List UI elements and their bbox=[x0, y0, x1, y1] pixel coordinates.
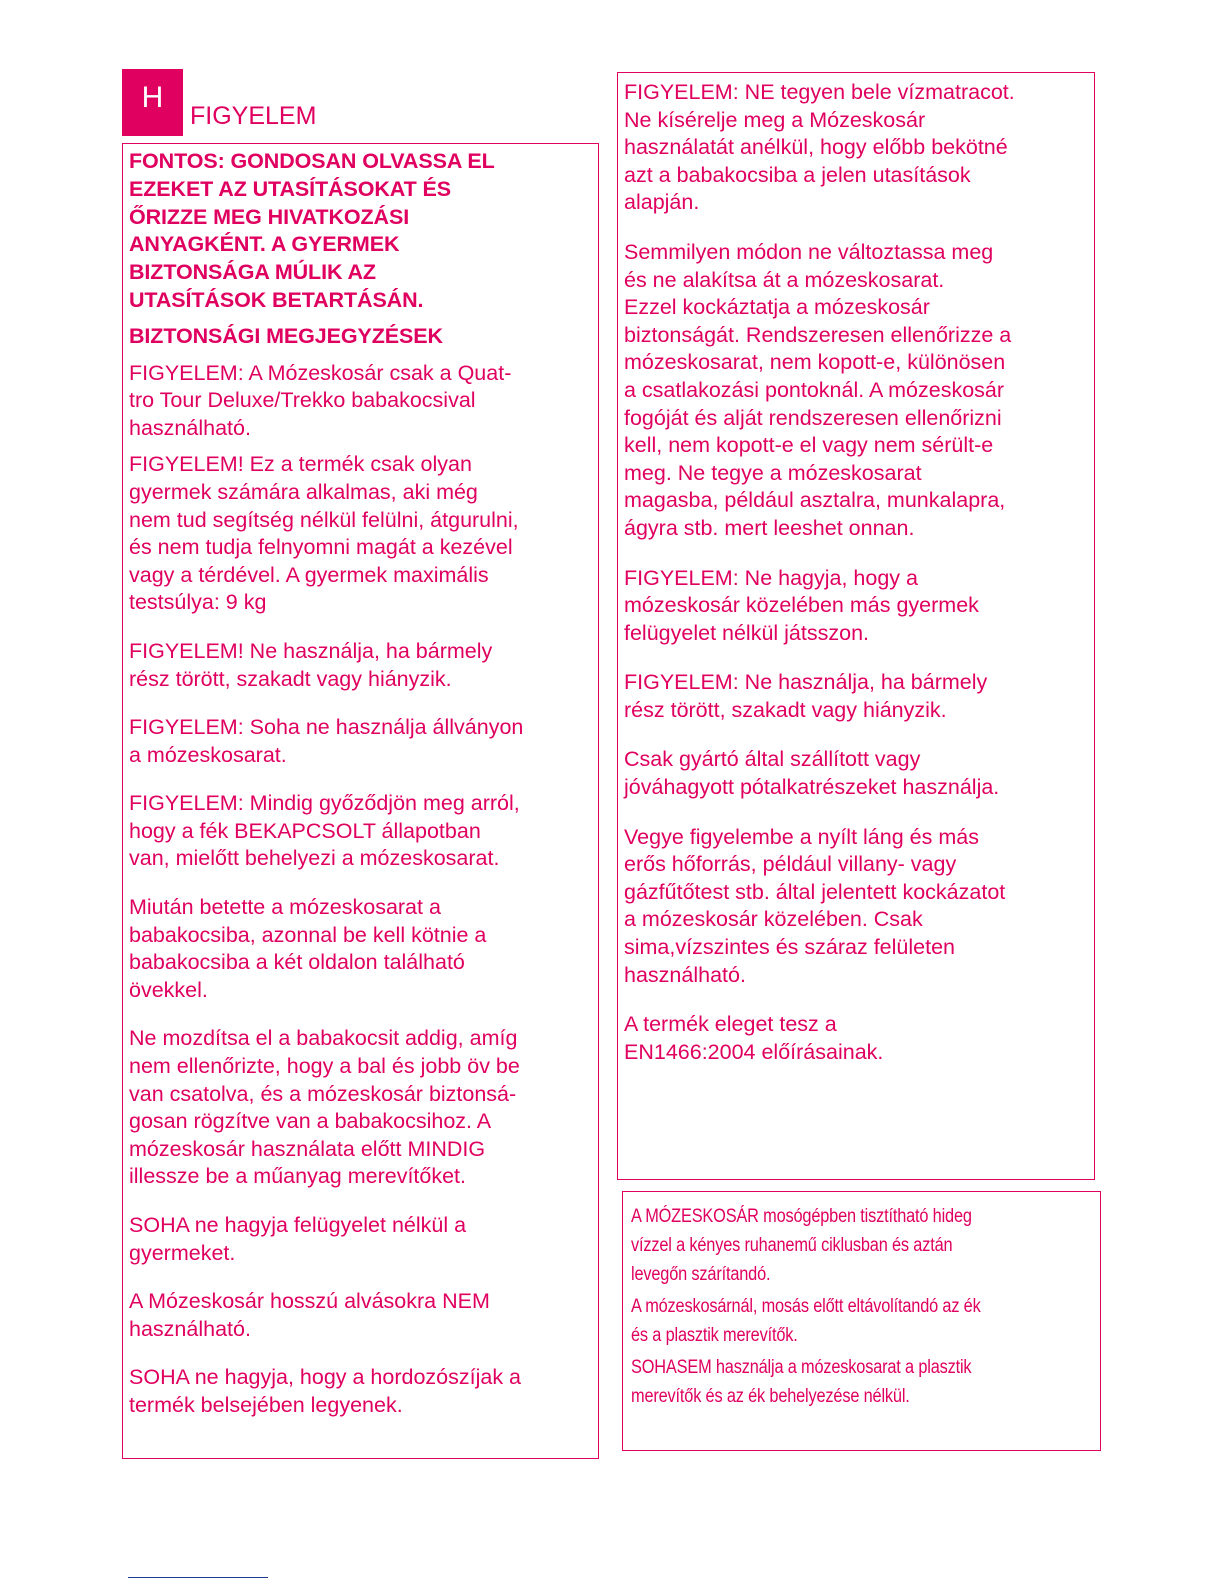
text-line: FIGYELEM: Mindig győződjön meg arról, bbox=[129, 791, 520, 816]
text-line: A MÓZESKOSÁR mosógépben tisztítható hideg bbox=[631, 1206, 972, 1227]
warning-paragraph bbox=[624, 669, 1088, 724]
important-line: UTASÍTÁSOK BETARTÁSÁN. bbox=[129, 287, 424, 312]
text-line: a mózeskosár közelében. Csak bbox=[624, 907, 923, 932]
text-line: és nem tudja felnyomni magát a kezével bbox=[129, 535, 513, 560]
text-line: rész törött, szakadt vagy hiányzik. bbox=[129, 666, 452, 691]
text-line: gyermek számára alkalmas, aki még bbox=[129, 479, 478, 504]
text-line: FIGYELEM: Soha ne használja állványon bbox=[129, 715, 524, 740]
text-line: nem ellenőrizte, hogy a bal és jobb öv be bbox=[129, 1054, 520, 1079]
warning-paragraph bbox=[129, 714, 592, 769]
warning-paragraph bbox=[129, 638, 592, 693]
text-line: mózeskosár közelében más gyermek bbox=[624, 593, 979, 618]
warning-paragraph bbox=[129, 451, 592, 617]
care-paragraph bbox=[631, 1353, 1095, 1411]
page-title: FIGYELEM bbox=[190, 102, 317, 130]
text-line: vízzel a kényes ruhanemű ciklusban és aztán bbox=[631, 1235, 953, 1256]
text-line: magasba, például asztalra, munkalapra, bbox=[624, 488, 1006, 513]
text-line: testsúlya: 9 kg bbox=[129, 590, 267, 615]
text-line: Ne mozdítsa el a babakocsit addig, amíg bbox=[129, 1026, 518, 1051]
important-line: ŐRIZZE MEG HIVATKOZÁSI bbox=[129, 204, 410, 229]
text-line: használható. bbox=[129, 415, 251, 440]
text-line: Vegye figyelembe a nyílt láng és más bbox=[624, 824, 979, 849]
text-line: Ne kísérelje meg a Mózeskosár bbox=[624, 107, 926, 132]
safety-heading: BIZTONSÁGI MEGJEGYZÉSEK bbox=[129, 323, 443, 348]
text-line: sima,vízszintes és száraz felületen bbox=[624, 935, 955, 960]
text-line: illessze be a műanyag merevítőket. bbox=[129, 1164, 466, 1189]
care-paragraph bbox=[631, 1292, 1095, 1350]
warning-paragraph bbox=[624, 746, 1088, 801]
text-line: mózeskosarat, nem kopott-e, különösen bbox=[624, 350, 1006, 375]
text-line: gosan rögzítve van a babakocsihoz. A bbox=[129, 1109, 492, 1134]
text-line: FIGYELEM: NE tegyen bele vízmatracot. bbox=[624, 80, 1015, 104]
text-line: erős hőforrás, például villany- vagy bbox=[624, 852, 957, 877]
standard-compliance bbox=[624, 1011, 1088, 1066]
warning-paragraph bbox=[129, 1025, 592, 1191]
text-line: és ne alakítsa át a mózeskosarat. bbox=[624, 267, 945, 292]
text-line: Semmilyen módon ne változtassa meg bbox=[624, 239, 994, 264]
warning-paragraph bbox=[129, 1212, 592, 1267]
care-paragraph bbox=[631, 1202, 1095, 1289]
text-line: FIGYELEM: Ne hagyja, hogy a bbox=[624, 565, 918, 590]
warning-paragraph bbox=[624, 239, 1088, 543]
text-line: gázfűtőtest stb. által jelentett kockázatot bbox=[624, 879, 1006, 904]
text-line: mózeskosár használata előtt MINDIG bbox=[129, 1136, 486, 1161]
text-line: gyermeket. bbox=[129, 1240, 236, 1265]
text-line: A mózeskosárnál, mosás előtt eltávolítandó az ék bbox=[631, 1296, 981, 1317]
text-line: a mózeskosarat. bbox=[129, 742, 287, 767]
warning-paragraph bbox=[129, 894, 592, 1004]
text-line: ágyra stb. mert leeshet onnan. bbox=[624, 515, 915, 540]
text-line: FIGYELEM: Ne használja, ha bármely bbox=[624, 670, 988, 695]
text-line: hogy a fék BEKAPCSOLT állapotban bbox=[129, 818, 481, 843]
text-line: termék belsejében legyenek. bbox=[129, 1392, 403, 1417]
text-line: tro Tour Deluxe/Trekko babakocsival bbox=[129, 388, 476, 413]
text-line: és a plasztik merevítők. bbox=[631, 1325, 798, 1346]
text-line: FIGYELEM: A Mózeskosár csak a Quat- bbox=[129, 360, 512, 385]
left-warning-box bbox=[122, 143, 599, 1459]
warning-paragraph bbox=[129, 1364, 592, 1419]
footer-divider bbox=[128, 1577, 268, 1578]
text-line: a csatlakozási pontoknál. A mózeskosár bbox=[624, 377, 1005, 402]
important-notice bbox=[129, 148, 592, 315]
text-line: használatát anélkül, hogy előbb bekötné bbox=[624, 135, 1008, 160]
text-line: levegőn szárítandó. bbox=[631, 1264, 771, 1285]
text-line: azt a babakocsiba a jelen utasítások bbox=[624, 162, 971, 187]
text-line: meg. Ne tegye a mózeskosarat bbox=[624, 460, 922, 485]
text-line: biztonságát. Rendszeresen ellenőrizze a bbox=[624, 322, 1012, 347]
text-line: merevítők és az ék behelyezése nélkül. bbox=[631, 1386, 910, 1407]
important-line: FONTOS: GONDOSAN OLVASSA EL bbox=[129, 149, 495, 173]
text-line: babakocsiba, azonnal be kell kötnie a bbox=[129, 922, 487, 947]
warning-paragraph bbox=[129, 1288, 592, 1343]
warning-paragraph bbox=[624, 824, 1088, 990]
text-line: FIGYELEM! Ne használja, ha bármely bbox=[129, 638, 493, 663]
text-line: van csatolva, és a mózeskosár biztonsá- bbox=[129, 1081, 517, 1106]
warning-paragraph bbox=[624, 565, 1088, 648]
text-line: A termék eleget tesz a bbox=[624, 1012, 837, 1037]
text-line: felügyelet nélkül játsszon. bbox=[624, 620, 870, 645]
text-line: vagy a térdével. A gyermek maximális bbox=[129, 562, 489, 587]
text-line: SOHASEM használja a mózeskosarat a plasztik bbox=[631, 1357, 972, 1378]
text-line: használható. bbox=[624, 962, 746, 987]
text-line: Ezzel kockáztatja a mózeskosár bbox=[624, 295, 930, 320]
text-line: EN1466:2004 előírásainak. bbox=[624, 1039, 884, 1064]
important-line: EZEKET AZ UTASÍTÁSOKAT ÉS bbox=[129, 176, 451, 201]
text-line: nem tud segítség nélkül felülni, átgurulni, bbox=[129, 507, 519, 532]
care-instructions-box bbox=[622, 1191, 1101, 1451]
text-line: SOHA ne hagyja felügyelet nélkül a bbox=[129, 1213, 467, 1238]
text-line: Miután betette a mózeskosarat a bbox=[129, 895, 441, 920]
text-line: alapján. bbox=[624, 190, 700, 215]
text-line: A Mózeskosár hosszú alvásokra NEM bbox=[129, 1289, 490, 1314]
warning-paragraph bbox=[624, 79, 1088, 217]
text-line: babakocsiba a két oldalon található bbox=[129, 950, 465, 975]
text-line: jóváhagyott pótalkatrészeket használja. bbox=[624, 775, 1000, 800]
important-line: BIZTONSÁGA MÚLIK AZ bbox=[129, 260, 376, 285]
text-line: van, mielőtt behelyezi a mózeskosarat. bbox=[129, 846, 500, 871]
text-line: SOHA ne hagyja, hogy a hordozószíjak a bbox=[129, 1365, 522, 1390]
text-line: rész törött, szakadt vagy hiányzik. bbox=[624, 697, 947, 722]
text-line: Csak gyártó által szállított vagy bbox=[624, 747, 921, 772]
warning-paragraph bbox=[129, 360, 592, 443]
language-badge: H bbox=[122, 69, 183, 136]
text-line: kell, nem kopott-e el vagy nem sérült-e bbox=[624, 433, 994, 458]
warning-paragraph bbox=[129, 790, 592, 873]
text-line: övekkel. bbox=[129, 977, 208, 1002]
text-line: FIGYELEM! Ez a termék csak olyan bbox=[129, 452, 472, 477]
right-warning-box bbox=[617, 72, 1095, 1180]
text-line: fogóját és alját rendszeresen ellenőrizni bbox=[624, 405, 1002, 430]
text-line: használható. bbox=[129, 1316, 251, 1341]
important-line: ANYAGKÉNT. A GYERMEK bbox=[129, 232, 400, 257]
